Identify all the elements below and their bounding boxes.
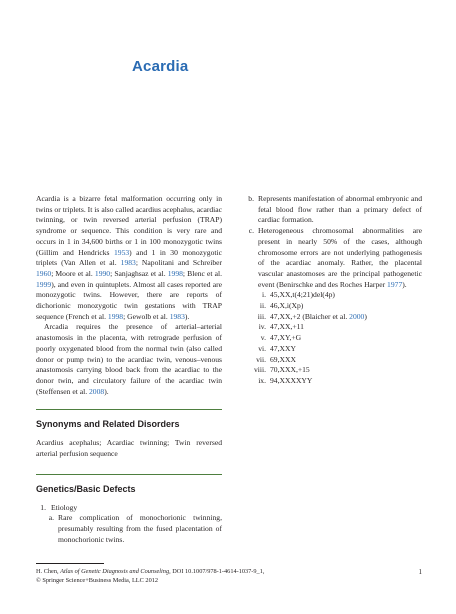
outline-item <box>36 503 222 514</box>
outline-label: iv. <box>258 322 266 332</box>
outline-label: i. <box>261 290 266 300</box>
synonyms-heading: Synonyms and Related Disorders <box>36 419 180 430</box>
outline-text-run: ). <box>402 279 407 289</box>
outline-label: ix. <box>258 375 266 385</box>
text-run: ; Napolitani and Schreiber <box>135 258 223 268</box>
reference-link[interactable]: 1990 <box>94 268 111 278</box>
text-run: ). <box>184 311 190 321</box>
outline-label: iii. <box>257 311 266 321</box>
outline-text-run: ) <box>364 311 367 321</box>
text-run: ; Gewolb et al. <box>123 311 170 321</box>
outline-item <box>236 344 422 355</box>
genetics-heading: Genetics/Basic Defects <box>36 483 136 494</box>
outline-item <box>236 355 422 366</box>
outline-text-run: 46,X,i(Xp) <box>270 301 304 311</box>
outline-text <box>51 503 222 514</box>
page-footer <box>36 568 422 585</box>
page-number: 1 <box>418 568 422 576</box>
reference-link[interactable]: 1998 <box>107 311 124 321</box>
text-run: ; Sanjaghsaz et al. <box>110 268 168 278</box>
text-run: Arcadia requires the presence of arterial–arterial anastomosis in the placenta, with retrograde perfusion of poorly oxygenated blood from the normal twin (also called donor or pump twin) to the acardiac twin, venous–venous anastomosis carrying blood back from the acardiac to the donor twin, and circulatory failure of the acardiac twin (Steffensen et al. <box>36 322 222 396</box>
outline-text <box>270 322 422 333</box>
outline-label: c. <box>248 226 254 236</box>
outline-label: ii. <box>259 301 266 311</box>
text-run: Acardia is a bizarre fetal malformation occurring only in twins or triplets. It is also called acardius acephalus, acardiac twinning, or twin reversed arterial perfusion (TRAP) syndrome or sequence. This condition is very rare and occurs in 1 in 34,600 births or 1 in 100 monozygotic twins (Gillim and Hendricks <box>36 194 222 257</box>
outline-item <box>36 513 222 545</box>
outline-text <box>270 333 422 344</box>
reference-link[interactable]: 1998 <box>167 268 183 278</box>
outline-item <box>236 290 422 301</box>
outline-text <box>58 513 222 545</box>
reference-link[interactable]: 1977 <box>387 279 403 289</box>
outline-label: vi. <box>258 343 266 353</box>
reference-link[interactable]: 2008 <box>89 386 105 396</box>
outline-item <box>236 365 422 376</box>
outline-text-run: Represents manifestation of abnormal embryonic and fetal blood flow rather than a primary defect of cardiac formation. <box>258 194 422 225</box>
outline-text-run: 45,XX,t(4;21)del(4p) <box>270 290 335 300</box>
outline-item <box>236 194 422 226</box>
outline-text-run: 69,XXX <box>270 354 296 364</box>
reference-link[interactable]: 1953 <box>113 247 130 257</box>
anastomosis-paragraph <box>36 322 222 397</box>
outline-text-run: Heterogeneous chromosomal abnormalities are present in nearly 50% of the cases, although chromosome errors are not underlying pathogenesis of the acardiac anomaly. Rather, the placental vascular anastomoses are the principal pathogenetic event (Benirschke and des Roches Harper <box>258 226 422 289</box>
outline-text <box>270 355 422 366</box>
outline-text-run: 70,XXX,+15 <box>270 365 310 375</box>
outline-text <box>270 301 422 312</box>
reference-link[interactable]: 1983 <box>120 258 136 268</box>
outline-text-run: 47,XXY <box>270 343 296 353</box>
outline-item <box>236 322 422 333</box>
reference-link[interactable]: 1999 <box>36 279 52 289</box>
outline-text <box>270 290 422 301</box>
text-run: ) and 1 in 30 monozygotic triplets (Van Allen et al. <box>36 247 222 268</box>
outline-text-run: 47,XY,+G <box>270 333 302 343</box>
citation-doi: , DOI 10.1007/978-1-4614-1037-9_1, <box>169 568 265 575</box>
citation-line-2: © Springer Science+Business Media, LLC 2012 <box>36 576 159 584</box>
synonyms-text: Acardius acephalus; Acardiac twinning; Twin reversed arterial perfusion sequence <box>36 438 222 459</box>
outline-label: viii. <box>253 365 266 375</box>
text-run: ; Blenc et al. <box>182 268 222 278</box>
genetics-list <box>36 503 222 546</box>
right-column <box>236 194 422 387</box>
article-title: Acardia <box>132 58 189 75</box>
outline-label: 1. <box>40 502 46 512</box>
reference-link[interactable]: 2000 <box>349 311 365 321</box>
outline-text <box>270 344 422 355</box>
text-run: ), and even in quintuplets. Almost all cases reported are monozygotic twins. However, there are reports of dichorionic monozygotic twin gestations with TRAP sequence (French et al. <box>36 279 222 321</box>
footer-rule <box>36 563 104 564</box>
outline-item <box>236 312 422 323</box>
outline-label: v. <box>260 333 266 343</box>
outline-item <box>236 333 422 344</box>
outline-text-run: Rare complication of monochorionic twinning, presumably resulting from the fused placentation of monochorionic twins. <box>58 513 222 544</box>
outline-text <box>270 376 422 387</box>
outline-text <box>270 312 422 323</box>
genetics-section <box>36 474 222 546</box>
outline-item <box>236 301 422 312</box>
synonyms-section <box>36 409 222 459</box>
outline-list <box>236 194 422 387</box>
citation-author: H. Chen, <box>36 568 61 575</box>
citation-book-title: Atlas of Genetic Diagnosis and Counseling <box>60 568 170 575</box>
outline-item <box>236 376 422 387</box>
reference-link[interactable]: 1960 <box>36 268 52 278</box>
outline-text <box>258 226 422 290</box>
reference-link[interactable]: 1983 <box>169 311 185 321</box>
citation-line-1 <box>36 568 422 577</box>
outline-label: vii. <box>256 354 266 364</box>
left-column <box>36 194 222 546</box>
intro-paragraph <box>36 194 222 322</box>
outline-label: a. <box>48 513 54 523</box>
outline-text <box>270 365 422 376</box>
outline-text <box>258 194 422 226</box>
outline-text-run: 94,XXXXYY <box>270 375 313 385</box>
text-run: ; Moore et al. <box>51 268 95 278</box>
outline-label: b. <box>248 194 254 203</box>
outline-text-run: Etiology <box>51 502 78 512</box>
outline-text-run: 47,XX,+2 (Blaicher et al. <box>270 311 350 321</box>
text-run: ). <box>104 386 109 396</box>
outline-item <box>236 226 422 290</box>
outline-text-run: 47,XX,+11 <box>270 322 304 332</box>
